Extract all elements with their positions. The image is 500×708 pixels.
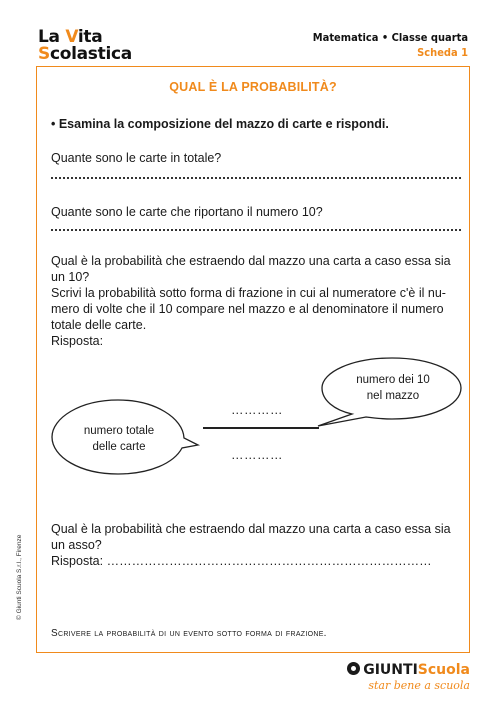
brand-name: [347, 662, 470, 678]
giunti-logo-icon: [347, 662, 360, 675]
publisher-brand: [347, 662, 470, 692]
question-probability-ace-line2: un asso?: [51, 538, 102, 552]
fraction-bar: [203, 427, 319, 429]
footer-note: Scrivere la probabilità di un evento sotto forma di frazione.: [51, 628, 327, 639]
answer-label: Risposta:: [51, 334, 104, 348]
bubble-left-text: [64, 423, 174, 455]
fraction-numerator[interactable]: …………: [231, 403, 283, 417]
fraction-instruction-line2: mero di volte che il 10 compare nel mazzo e al denominatore il numero: [51, 302, 444, 316]
bubble-right-line2: nel mazzo: [366, 390, 420, 402]
question-probability-ace: [51, 521, 463, 569]
logo-text-v: V: [65, 27, 78, 47]
question-cards-with-10: Quante sono le carte che riportano il numero 10?: [51, 205, 323, 219]
logo-text-colastica: colastica: [49, 44, 132, 64]
brand-tagline: star bene a scuola: [368, 679, 470, 692]
bubble-left-line2: delle carte: [92, 441, 146, 453]
bubble-right-line1: numero dei 10: [356, 374, 430, 386]
sheet-label: Scheda 1: [417, 46, 468, 59]
answer-line-ace[interactable]: Risposta: ……………………………………………………………………: [51, 554, 432, 568]
bubble-right-text: [338, 372, 448, 404]
bubble-left-line1: numero totale: [83, 425, 155, 437]
question-probability-10-line2: un 10?: [51, 270, 90, 284]
fraction-instruction-line1: Scrivi la probabilità sotto forma di frazione in cui al numeratore c'è il nu-: [51, 286, 446, 300]
question-probability-ace-line1: Qual è la probabilità che estraendo dal mazzo una carta a caso essa sia: [51, 522, 451, 536]
question-probability-10-line1: Qual è la probabilità che estraendo dal mazzo una carta a caso essa sia: [51, 254, 451, 268]
brand-scuola: Scuola: [417, 662, 470, 678]
instruction: • Esamina la composizione del mazzo di carte e rispondi.: [51, 117, 389, 131]
fraction-instruction-line3: totale delle carte.: [51, 318, 147, 332]
question-total-cards: Quante sono le carte in totale?: [51, 151, 222, 165]
worksheet-title: QUAL È LA PROBABILITÀ?: [169, 80, 337, 94]
logo-text-ita: ita: [77, 27, 103, 47]
brand-giunti: GIUNTI: [363, 662, 418, 678]
logo-text-s: S: [38, 44, 50, 64]
subject-label: Matematica • Classe quarta: [312, 31, 468, 44]
logo-text-la: La: [38, 27, 66, 47]
copyright-text: © Giunti Scuola S.r.l., Firenze: [16, 534, 23, 620]
fraction-denominator[interactable]: …………: [231, 448, 283, 462]
